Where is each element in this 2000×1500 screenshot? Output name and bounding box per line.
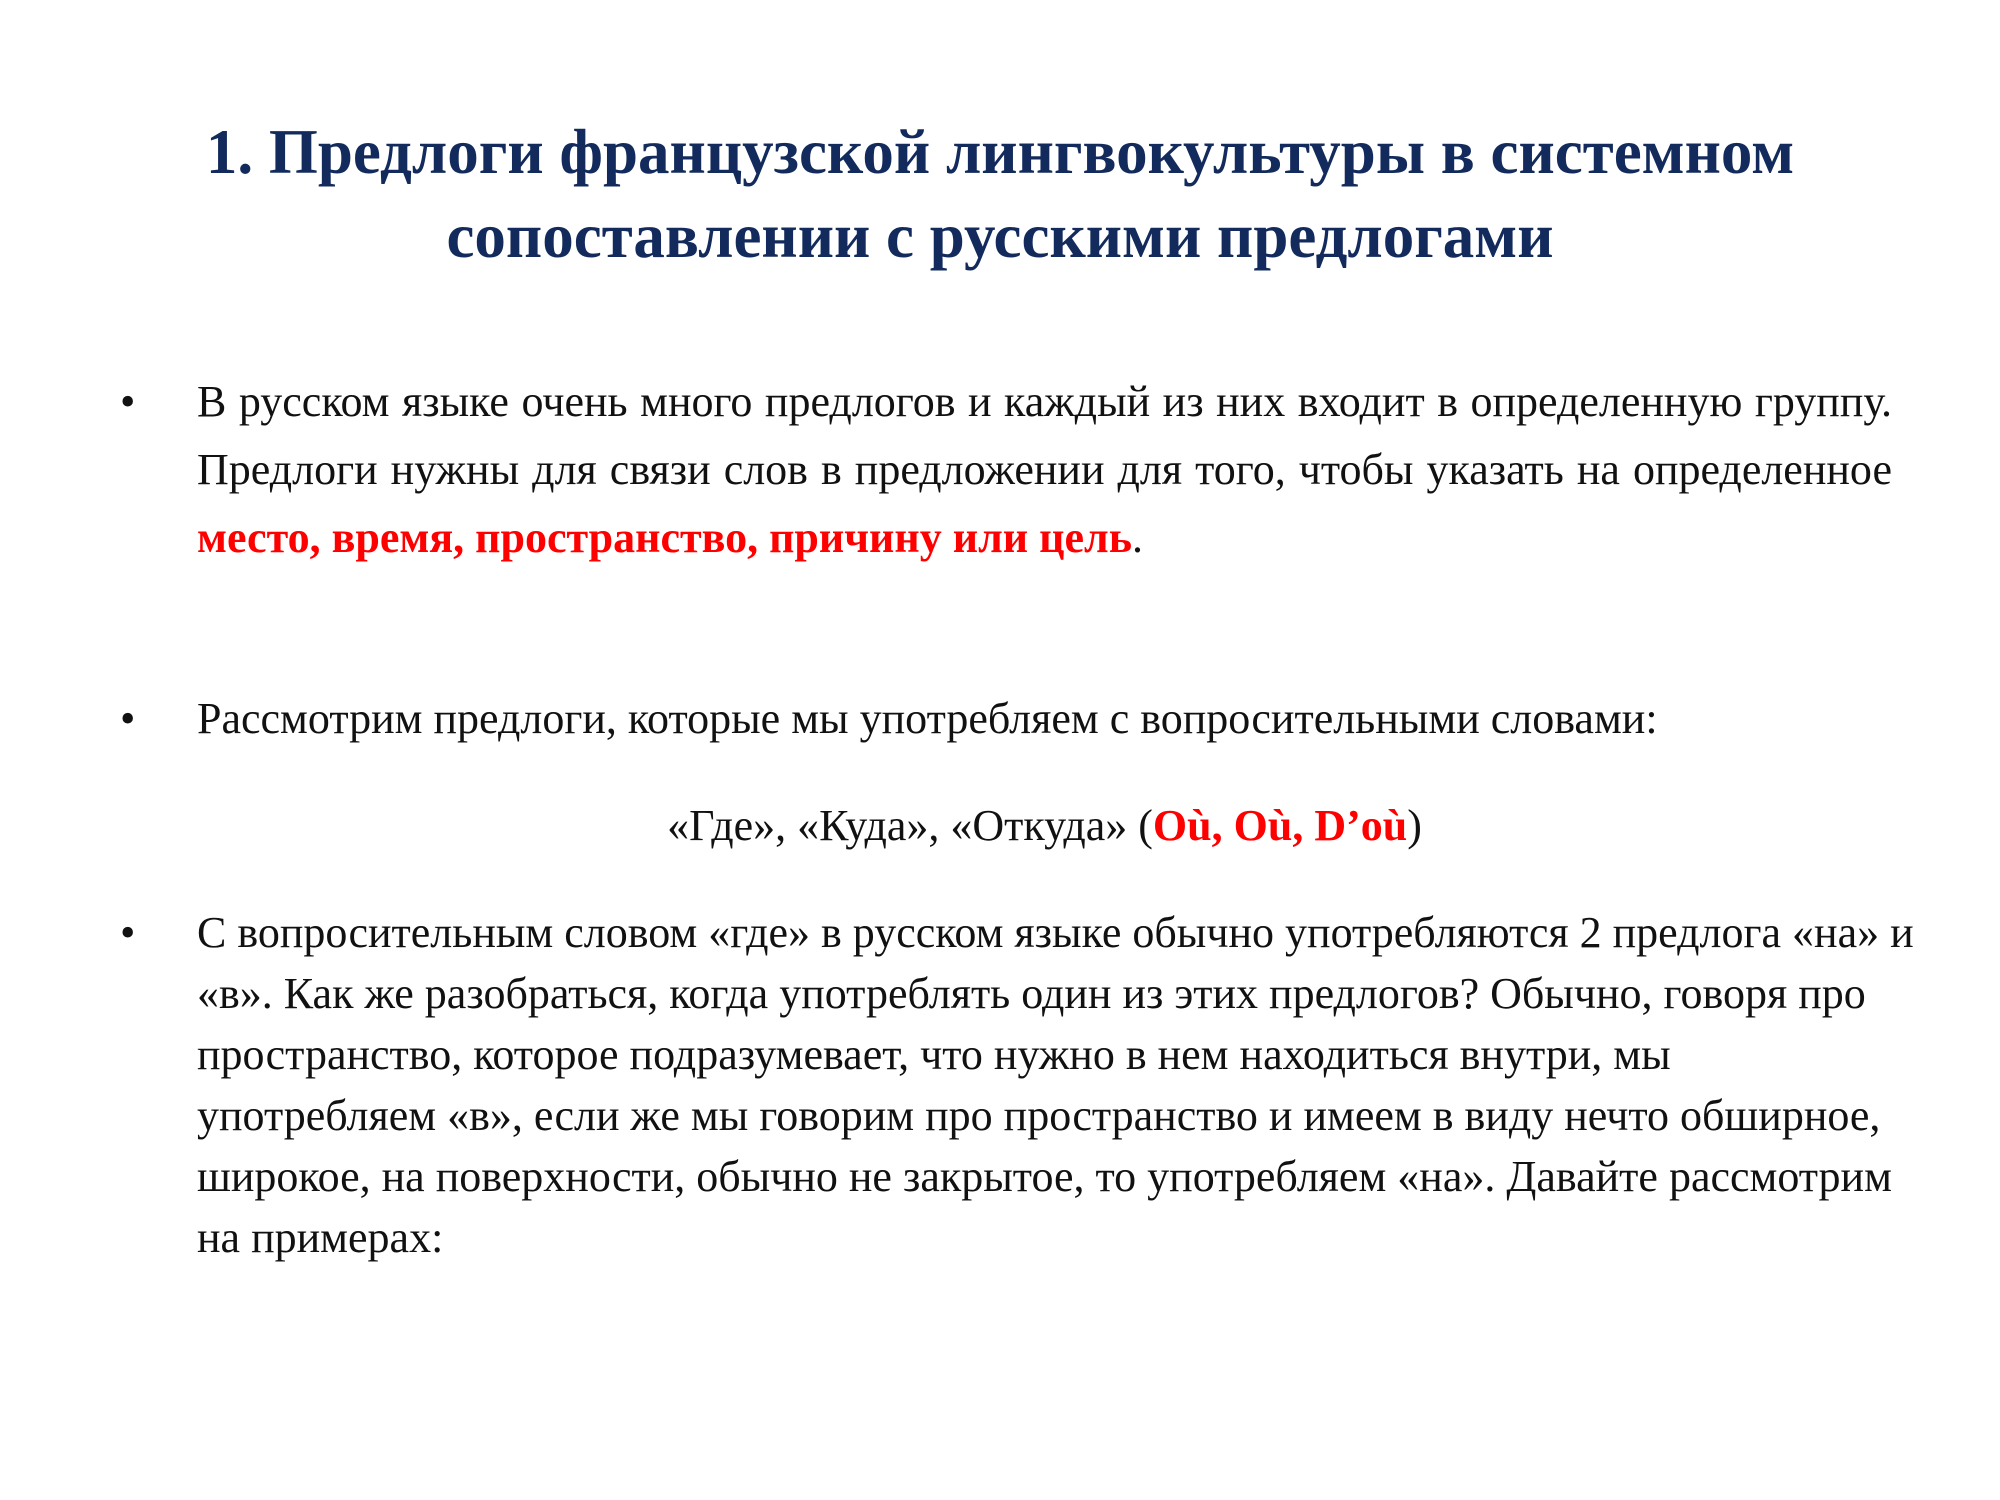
bullet-marker: • (120, 377, 136, 426)
question-words-line (197, 792, 1892, 860)
highlighted-text: место, время, пространство, причину или цель (197, 513, 1132, 562)
paragraph-question-words: Рассмотрим предлоги, которые мы употребляем с вопросительными словами: (197, 694, 1658, 743)
bullet-marker: • (120, 908, 136, 957)
french-equivalents: Où, Où, D’où (1152, 801, 1408, 850)
paragraph-text-end: . (1131, 513, 1143, 562)
paragraph-text: В русском языке очень много предлогов и каждый из них входит в определенную группу. Предлоги нужны для связи слов в предложении для того, чтобы указать на определенное (197, 377, 1892, 494)
paragraph-na-v-usage: С вопросительным словом «где» в русском языке обычно употребляются 2 предлога «на» и «в». Как же разобраться, когда употреблять один из этих предлогов? Обычно, говоря про пространство, которое подразумевает, что нужно в нем находиться внутри, мы употребляем «в», если же мы говорим про пространство и имеем в виду нечто обширное, широкое, на поверхности, обычно не закрытое, то употребляем «на». Давайте рассмотрим на примерах: (197, 908, 1914, 1262)
question-words-text: «Где», «Куда», «Откуда» ( (667, 801, 1153, 850)
paragraph-prepositions-groups (197, 368, 1892, 572)
bullet-marker: • (120, 694, 136, 743)
question-words-close: ) (1407, 801, 1422, 850)
slide-title: 1. Предлоги французской лингвокультуры в системном сопоставлении с русскими предлогами (205, 117, 1795, 271)
